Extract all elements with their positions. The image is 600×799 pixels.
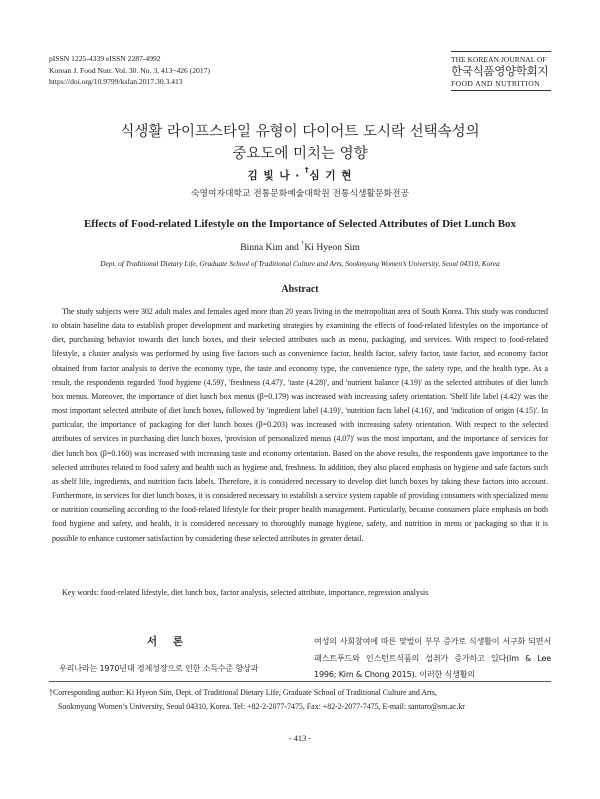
korean-author-2: 심 기 현 xyxy=(309,170,353,182)
english-author-2: Ki Hyeon Sim xyxy=(304,242,360,253)
journal-name-bottom: FOOD AND NUTRITION xyxy=(451,78,551,91)
english-affiliation: Dept. of Traditional Dietary Life, Graduate School of Traditional Culture and Arts, Sookmyung Women’s University, Seoul 04310, Korea xyxy=(100,259,500,268)
page-number: - 413 - xyxy=(288,734,312,743)
korean-author-1: 김 빛 나 · xyxy=(247,170,305,182)
korean-title xyxy=(0,121,600,165)
abstract-text: The study subjects were 302 adult males and females aged more than 20 years living in the metropolitan area of South Korea. This study was conducted to obtain baseline data to establish proper development and marketing strategies by examining the effects of food-related lifestyles on the importance of diet, purchasing behavior towards diet lunch boxes, and their selected attributes such as menu, packaging, and services. With respect to food-related lifestyle, a cluster analysis was performed by using five factors such as convenience factor, health factor, safety factor, taste factor, and economy factor obtained from factor analysis to derive the economy type, the taste and economy type, the convenience type, the safety type, and the health type. As a result, the respondents regarded 'food hygiene (4.59)', 'freshness (4.47)', 'taste (4.28)', and 'nutrient balance (4.19)' as the selected attributes of diet lunch box menus. Moreover, the importance of diet lunch box menus (β=0.179) was increased with increasing safety orientation. 'Shelf life label (4.42)' was the most important selected attribute of diet lunch boxes, followed by 'ingredient label (4.19)', 'nutrition facts label (4.16)', and 'indication of origin (4.15)'. In particular, the importance of packaging for diet lunch boxes (β=0.203) was increased with increasing safety orientation. With respect to the selected attributes of services in purchasing diet lunch boxes, 'provision of personalized menus (4.07)' was the most important, and the importance of services for diet lunch box (β=0.160) was increased with increasing taste and economy orientation. Based on the above results, the respondents gave importance to the selected attributes related to food safety and health such as hygiene and, freshness. In addition, they also placed emphasis on hygiene and safe factors such as shelf life, ingredients, and nutrition facts labels. Therefore, it is considered necessary to develop diet lunch boxes by taking these factors into account. Furthermore, in services for diet lunch boxes, it is considered necessary to establish a service system capable of providing consumers with specialized menu or nutrition counseling according to the food-related lifestyle for their proper health management. Particularly, because consumers place emphasis on both food hygiene and safety, and health, it is considered necessary to thoroughly manage hygiene, safety, and nutrition in menu or packaging so that it is possible to enhance customer satisfaction by considering these selected attributes in greater detail. xyxy=(52,307,548,543)
abstract-heading: Abstract xyxy=(281,284,319,295)
korean-affiliation: 숙명여자대학교 전통문화예술대학원 전통식생활문화전공 xyxy=(190,189,410,199)
footnote-line2: Sookmyung Women’s University, Seoul 04310, Korea. Tel: +82-2-2077-7475, Fax: +82-2-2077-7475, E-mail: santaro@sm.ac.kr xyxy=(58,701,465,711)
dagger-mark: † xyxy=(301,240,305,247)
footnote-line1: Corresponding author: Ki Hyeon Sim, Dept. of Traditional Dietary Life, Graduate School of Traditional Culture and Arts, xyxy=(52,688,437,697)
citation-line: Korean J. Food Nutr. Vol. 30. No. 3, 413~426 (2017) xyxy=(49,65,210,75)
korean-title-line1: 식생활 라이프스타일 유형이 다이어트 도시락 선택속성의 xyxy=(120,124,480,140)
doi-link[interactable]: https://doi.org/10.9799/ksfan.2017.30.3.413 xyxy=(49,77,183,86)
footnote-dagger: † xyxy=(49,688,53,697)
english-author-1: Binna Kim and xyxy=(240,242,302,253)
footnote-divider xyxy=(49,681,551,682)
korean-title-line2: 중요도에 미치는 영향 xyxy=(232,146,368,162)
abstract-body xyxy=(52,305,548,546)
english-authors xyxy=(0,242,600,253)
issn-line: pISSN 1225-4339 eISSN 2287-4992 xyxy=(49,54,161,63)
korean-authors xyxy=(0,168,600,183)
corresponding-author-footnote xyxy=(49,686,551,713)
journal-name-top: THE KOREAN JOURNAL OF xyxy=(451,55,547,64)
article-meta xyxy=(49,53,210,88)
keywords: Key words: food-related lifestyle, diet lunch box, factor analysis, selected attribute, importance, regression analysis xyxy=(62,588,429,597)
section-heading-introduction: 서 론 xyxy=(146,636,190,648)
journal-name-korean: 한국식품영양학회지 xyxy=(451,64,549,78)
english-title: Effects of Food-related Lifestyle on the Importance of Selected Attributes of Diet Lunch Box xyxy=(83,218,517,230)
journal-logo xyxy=(451,51,551,91)
dagger-mark: † xyxy=(304,166,310,174)
intro-left-column: 우리나라는 1970년대 경제성장으로 인한 소득수준 향상과 xyxy=(59,663,259,673)
intro-right-column: 여성의 사회참여에 따른 맞벌이 부부 증가로 식생활이 서구화 되면서 패스트푸드와 인스턴트식품의 섭취가 증가하고 있다(Im & Lee 1996; Kim & Chong 2015). 이러한 식생활의 xyxy=(314,636,551,679)
